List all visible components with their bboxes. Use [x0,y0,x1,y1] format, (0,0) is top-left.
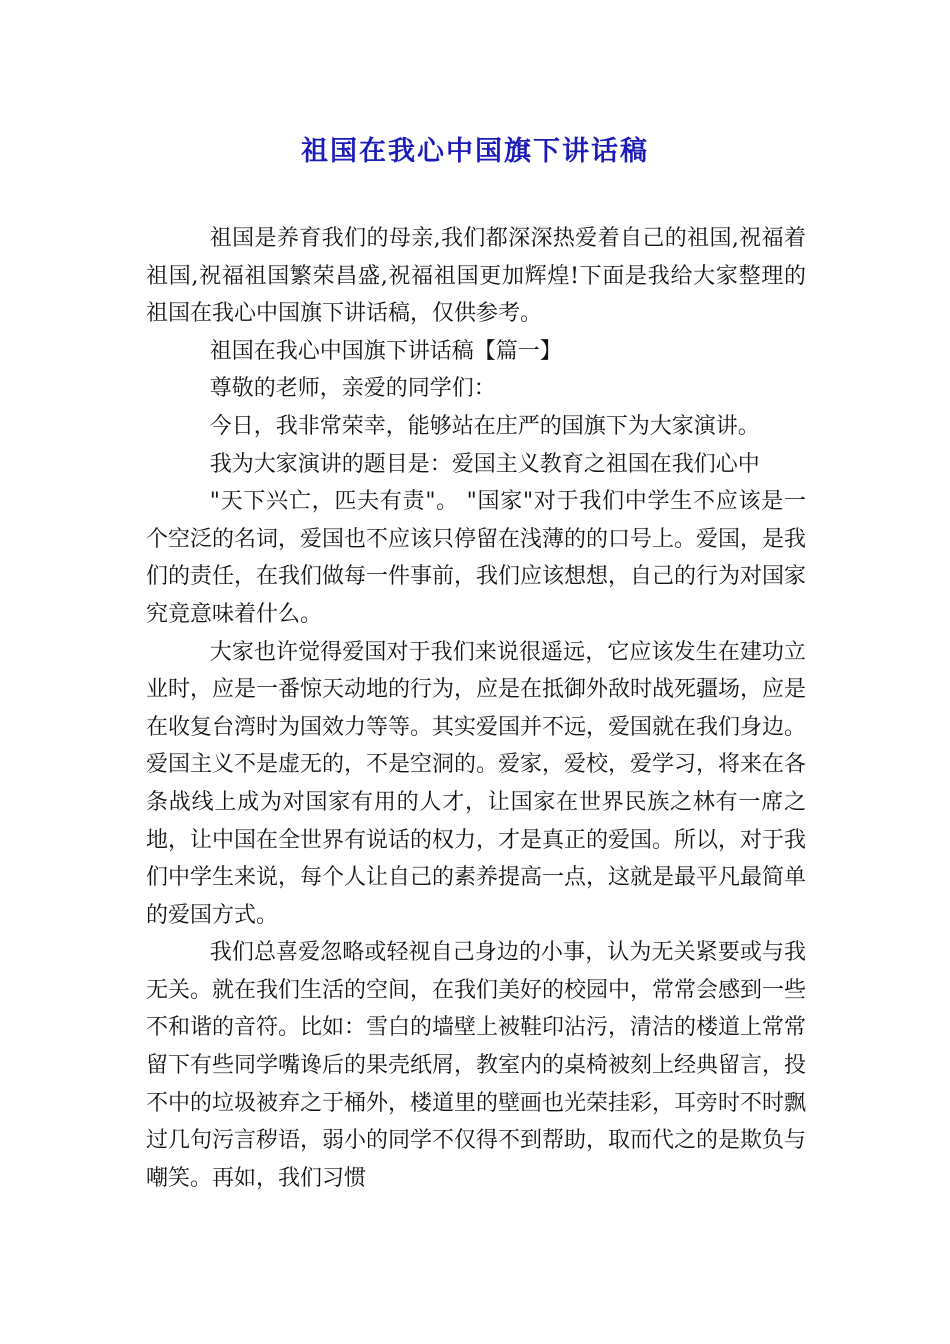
paragraph-opening: 今日，我非常荣幸，能够站在庄严的国旗下为大家演讲。 [209,413,760,439]
paragraph-quote: "天下兴亡，匹夫有责"。 "国家"对于我们中学生不应该是一个空泛的名词，爱国也不应该只停留在浅薄的的口号上。爱国，是我们的责任，在我们做每一件事前，我们应该想想，自己的行为对国家究竟意味着什么。 [146,489,807,627]
paragraph-topic: 我为大家演讲的题目是：爱国主义教育之祖国在我们心中 [209,451,760,477]
document-title: 祖国在我心中国旗下讲话稿 [301,136,649,167]
salutation: 尊敬的老师，亲爱的同学们： [209,376,496,402]
document-body [146,220,806,1197]
section-heading: 祖国在我心中国旗下讲话稿【篇一】 [209,338,562,364]
paragraph-intro: 祖国是养育我们的母亲,我们都深深热爱着自己的祖国,祝福着祖国,祝福祖国繁荣昌盛,祝福祖国更加辉煌!下面是我给大家整理的祖国在我心中国旗下讲话稿，仅供参考。 [146,226,806,327]
paragraph-patriotism: 大家也许觉得爱国对于我们来说很遥远，它应该发生在建功立业时，应是一番惊天动地的行为，应是在抵御外敌时战死疆场，应是在收复台湾时为国效力等等。其实爱国并不远，爱国就在我们身边。爱国主义不是虚无的，不是空洞的。爱家，爱校，爱学习，将来在各条战线上成为对国家有用的人才，让国家在世界民族之林有一席之地，让中国在全世界有说话的权力，才是真正的爱国。所以，对于我们中学生来说，每个人让自己的素养提高一点，这就是最平凡最简单的爱国方式。 [146,639,807,928]
paragraph-small-things: 我们总喜爱忽略或轻视自己身边的小事，认为无关紧要或与我无关。就在我们生活的空间，在我们美好的校园中，常常会感到一些不和谐的音符。比如：雪白的墙壁上被鞋印沾污，清洁的楼道上常常留下有些同学嘴谗后的果壳纸屑，教室内的桌椅被刻上经典留言，投不中的垃圾被弃之于桶外，楼道里的壁画也光荣挂彩，耳旁时不时飘过几句污言秽语，弱小的同学不仅得不到帮助，取而代之的是欺负与嘲笑。再如，我们习惯 [146,940,807,1191]
